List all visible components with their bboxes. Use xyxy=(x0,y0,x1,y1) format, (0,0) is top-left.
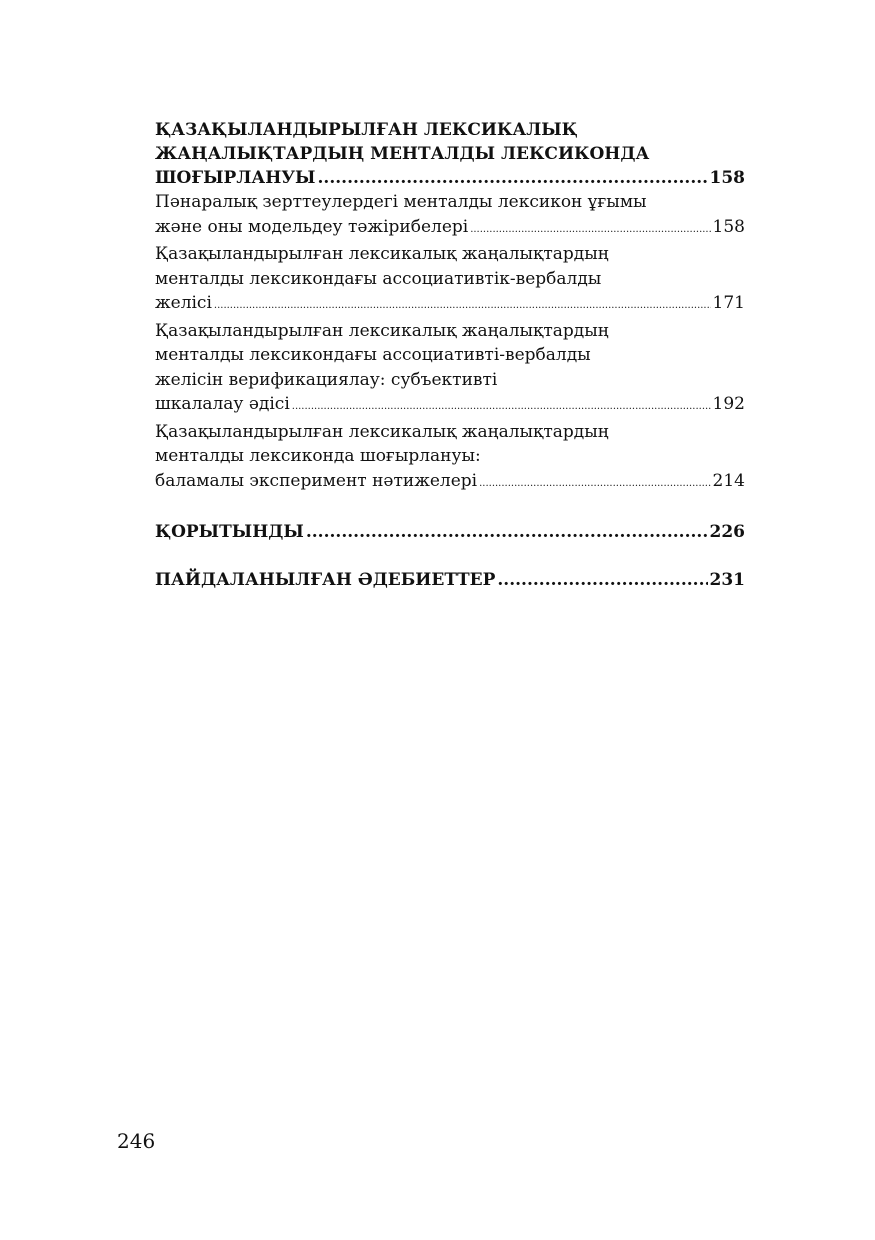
toc-chapter-page: 158 xyxy=(709,168,745,188)
spacer xyxy=(155,496,745,520)
page-number: 246 xyxy=(117,1129,156,1153)
toc-chapter-title-line: ЖАҢАЛЫҚТАРДЫҢ МЕНТАЛДЫ ЛЕКСИКОНДА xyxy=(155,144,650,164)
toc-references-page: 231 xyxy=(709,570,745,590)
toc-section-page: 214 xyxy=(712,470,745,491)
toc-section-page: 171 xyxy=(712,293,745,313)
toc-section-last-line xyxy=(155,392,745,420)
toc-section-last-line xyxy=(155,291,745,319)
toc-section-title-end: шкалалау әдісі xyxy=(155,394,290,414)
toc-section-title-end: және оны модельдеу тәжірибелері xyxy=(155,216,469,237)
toc-section-title-line: менталды лексиконда шоғырлануы: xyxy=(155,446,481,466)
toc-section-title-line: Қазақыландырылған лексикалық жаңалықтардың xyxy=(155,320,609,341)
toc-chapter-title-end: ШОҒЫРЛАНУЫ xyxy=(155,168,316,188)
toc-section-title-line: Қазақыландырылған лексикалық жаңалықтардың xyxy=(155,421,609,442)
dot-leader xyxy=(470,218,710,243)
toc-section-page: 192 xyxy=(712,394,745,414)
toc-conclusion-label: ҚОРЫТЫНДЫ xyxy=(155,522,304,542)
toc-section-title-line: желісін верификациялау: субъективті xyxy=(155,369,498,390)
dot-leader xyxy=(292,395,711,420)
toc-section-last-line xyxy=(155,469,745,497)
toc-references-label: ПАЙДАЛАНЫЛҒАН ӘДЕБИЕТТЕР xyxy=(155,570,496,590)
spacer xyxy=(155,544,745,568)
toc-chapter-last-line xyxy=(155,166,745,190)
toc-section-title-end: желісі xyxy=(155,293,212,313)
toc-section-title-line: Қазақыландырылған лексикалық жаңалықтардың xyxy=(155,244,609,264)
toc-section-page: 158 xyxy=(712,216,745,237)
dot-leader xyxy=(306,520,708,544)
toc-references-entry[interactable] xyxy=(155,568,745,592)
toc-section-title-line: менталды лексикондағы ассоциативтік-вербалды xyxy=(155,268,602,289)
toc-section-title-line: менталды лексикондағы ассоциативті-вербалды xyxy=(155,345,591,365)
toc-chapter-title-line: ҚАЗАҚЫЛАНДЫРЫЛҒАН ЛЕКСИКАЛЫҚ xyxy=(155,120,578,140)
toc-section-last-line xyxy=(155,215,745,243)
dot-leader xyxy=(497,568,707,592)
dot-leader xyxy=(317,166,707,190)
toc-chapter-entry[interactable] xyxy=(155,118,745,190)
toc-section-entry[interactable] xyxy=(155,319,745,420)
toc-section-title-line: Пәнаралық зерттеулердегі менталды лексикон ұғымы xyxy=(155,192,647,212)
toc-conclusion-entry[interactable] xyxy=(155,520,745,544)
toc-section-entry[interactable] xyxy=(155,420,745,497)
dot-leader xyxy=(214,294,711,319)
toc-section-title-end: баламалы эксперимент нәтижелері xyxy=(155,470,478,491)
toc-conclusion-page: 226 xyxy=(709,522,745,542)
dot-leader xyxy=(479,472,710,497)
toc-section-entry[interactable] xyxy=(155,242,745,319)
toc-section-entry[interactable] xyxy=(155,190,745,242)
table-of-contents xyxy=(155,118,745,592)
